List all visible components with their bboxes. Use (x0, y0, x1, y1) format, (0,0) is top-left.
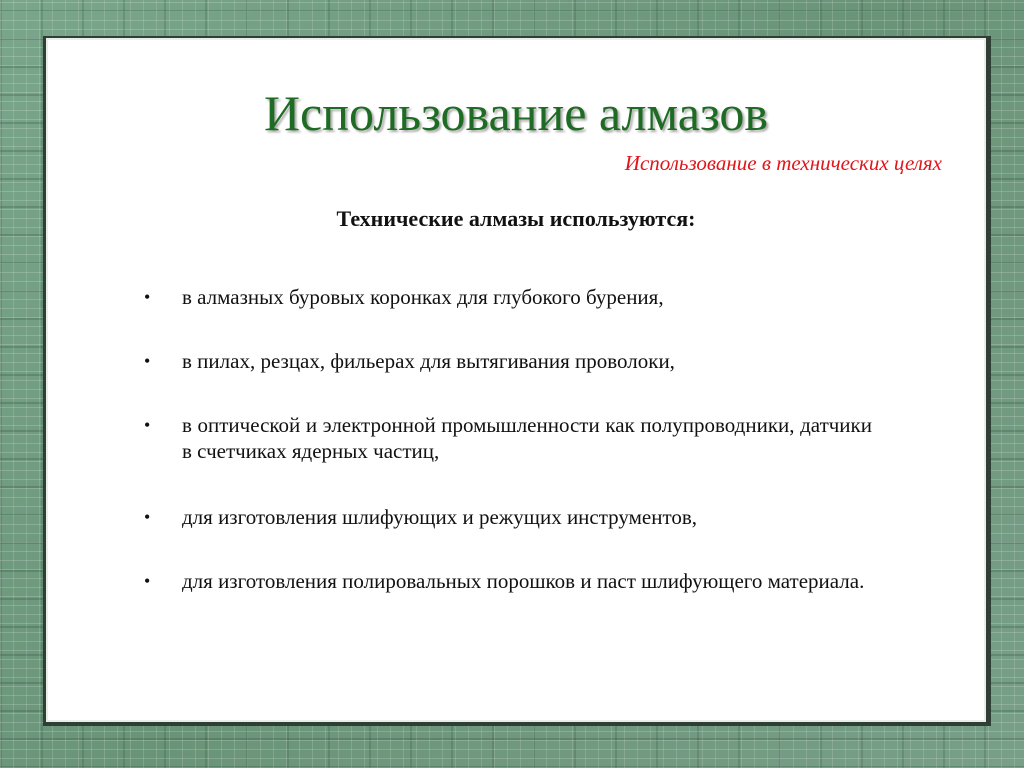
list-item-text: в алмазных буровых коронках для глубокого бурения, (182, 285, 664, 309)
list-item (144, 504, 872, 530)
list-item-text: для изготовления шлифующих и режущих инструментов, (182, 505, 698, 529)
bullet-icon: • (144, 507, 151, 527)
bullet-icon: • (144, 415, 151, 435)
lead-heading: Технические алмазы используются: (336, 206, 696, 231)
list-item-text: для изготовления полировальных порошков и паст шлифующего материала. (182, 569, 865, 593)
list-item (144, 568, 872, 594)
bullet-icon: • (144, 571, 151, 591)
list-item (144, 348, 872, 374)
list-item-text: в пилах, резцах, фильерах для вытягивания проволоки, (182, 349, 675, 373)
bullet-list (144, 284, 872, 632)
list-item (144, 284, 872, 310)
list-item-text: в оптической и электронной промышленности как полупроводники, датчики в счетчиках ядерных частиц, (182, 413, 872, 463)
bullet-icon: • (144, 287, 151, 307)
slide-content-area (46, 38, 986, 722)
slide-subtitle: Использование в технических целях (624, 151, 942, 175)
list-item (144, 412, 872, 464)
bullet-icon: • (144, 351, 151, 371)
slide-title: Использование алмазов (263, 85, 769, 141)
